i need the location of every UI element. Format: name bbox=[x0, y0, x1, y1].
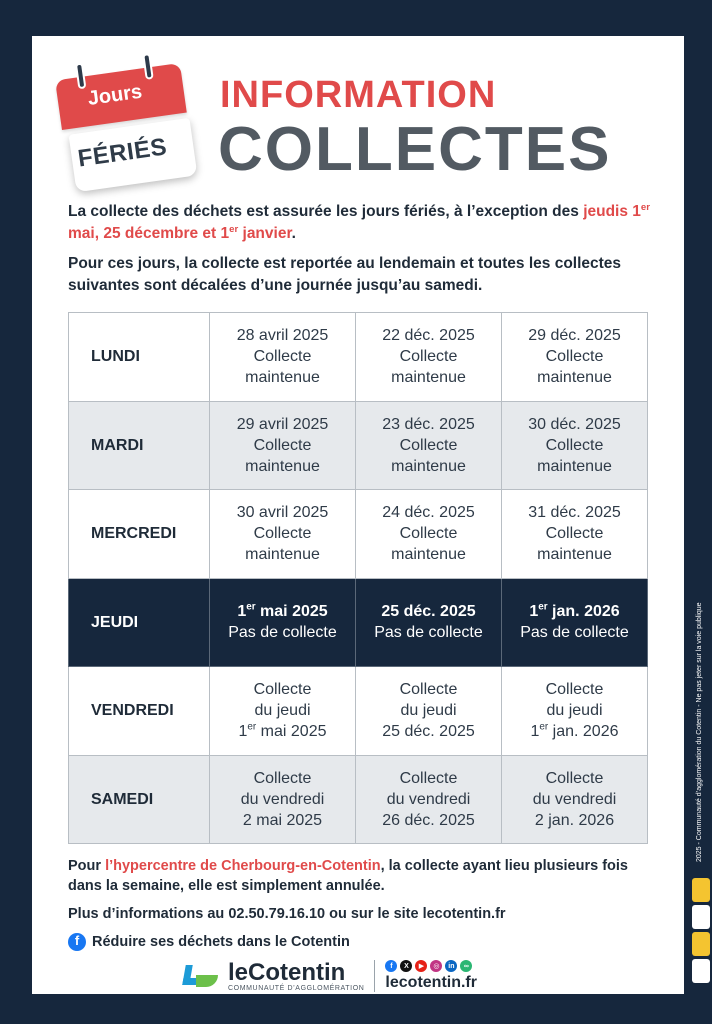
facebook-label: Réduire ses déchets dans le Cotentin bbox=[92, 934, 350, 950]
hypercentre-note: Pour l’hypercentre de Cherbourg-en-Cotentin, la collecte ayant lieu plusieurs fois dans la semaine, elle est simplement annulée. bbox=[68, 858, 628, 894]
day-mercredi: MERCREDI bbox=[69, 490, 210, 579]
table-cell: 22 déc. 2025 Collecte maintenue bbox=[356, 313, 502, 402]
table-cell: 29 avril 2025 Collecte maintenue bbox=[210, 401, 356, 490]
table-cell: 30 déc. 2025 Collecte maintenue bbox=[502, 401, 648, 490]
logo-right bbox=[385, 960, 477, 992]
logo-text bbox=[228, 958, 365, 992]
intro-paragraph-2: Pour ces jours, la collecte est reportée au lendemain et toutes les collectes suivantes sont décalées d’une journée jusqu’au samedi. bbox=[68, 255, 622, 294]
facebook-icon[interactable]: f bbox=[385, 960, 397, 972]
intro-paragraph-1: La collecte des déchets est assurée les jours fériés, à l’exception des jeudis 1er mai, 25 décembre et 1er janvier. bbox=[68, 201, 650, 242]
footer-text bbox=[68, 856, 648, 952]
table-cell: 1er mai 2025 Pas de collecte bbox=[210, 578, 356, 667]
table-row bbox=[69, 755, 648, 844]
calendar-bottom bbox=[69, 118, 198, 192]
calendar-icon bbox=[62, 76, 194, 188]
table-cell: Collecte du jeudi 1er mai 2025 bbox=[210, 667, 356, 756]
facebook-icon: f bbox=[68, 933, 86, 951]
badge-jours: Jours bbox=[86, 80, 144, 110]
day-lundi: LUNDI bbox=[69, 313, 210, 402]
day-jeudi: JEUDI bbox=[69, 578, 210, 667]
table-cell: 29 déc. 2025 Collecte maintenue bbox=[502, 313, 648, 402]
lecotentin-logo bbox=[182, 958, 532, 994]
lecotentin-logo-icon bbox=[182, 961, 222, 991]
intro-text bbox=[68, 201, 652, 305]
table-cell: 1er jan. 2026 Pas de collecte bbox=[502, 578, 648, 667]
facebook-link[interactable] bbox=[68, 932, 648, 952]
social-icons bbox=[385, 960, 477, 972]
table-cell: 25 déc. 2025 Pas de collecte bbox=[356, 578, 502, 667]
table-cell: 24 déc. 2025 Collecte maintenue bbox=[356, 490, 502, 579]
table-row bbox=[69, 667, 648, 756]
table-row bbox=[69, 313, 648, 402]
table-cell: 30 avril 2025 Collecte maintenue bbox=[210, 490, 356, 579]
website-link[interactable]: lecotentin.fr bbox=[385, 974, 477, 991]
table-cell: 23 déc. 2025 Collecte maintenue bbox=[356, 401, 502, 490]
x-icon[interactable]: X bbox=[400, 960, 412, 972]
day-samedi: SAMEDI bbox=[69, 755, 210, 844]
logo-divider bbox=[374, 960, 375, 992]
side-legal-note: 2025 - Communauté d’agglomération du Cotentin - Ne pas jeter sur la voie publique bbox=[696, 602, 703, 862]
title-collectes: COLLECTES bbox=[218, 115, 612, 184]
table-cell: Collecte du jeudi 1er jan. 2026 bbox=[502, 667, 648, 756]
recycling-badges bbox=[692, 878, 710, 986]
link-icon[interactable]: ∞ bbox=[460, 960, 472, 972]
badge-feries: FÉRIÉS bbox=[76, 133, 169, 173]
table-cell: 28 avril 2025 Collecte maintenue bbox=[210, 313, 356, 402]
collection-schedule-table bbox=[68, 312, 648, 844]
table-cell: Collecte du vendredi 2 jan. 2026 bbox=[502, 755, 648, 844]
instagram-icon[interactable]: ◎ bbox=[430, 960, 442, 972]
calendar-ring-right bbox=[142, 53, 154, 80]
day-mardi: MARDI bbox=[69, 401, 210, 490]
table-row-highlight bbox=[69, 578, 648, 667]
table-row bbox=[69, 401, 648, 490]
youtube-icon[interactable]: ▶ bbox=[415, 960, 427, 972]
logo-name: leCotentin bbox=[228, 958, 346, 986]
triman-icon bbox=[692, 878, 710, 902]
table-cell: Collecte du jeudi 25 déc. 2025 bbox=[356, 667, 502, 756]
table-cell: Collecte du vendredi 26 déc. 2025 bbox=[356, 755, 502, 844]
logo-subtitle: COMMUNAUTÉ D’AGGLOMÉRATION bbox=[228, 984, 365, 992]
title-information: INFORMATION bbox=[220, 74, 497, 116]
table-row bbox=[69, 490, 648, 579]
table-cell: Collecte du vendredi 2 mai 2025 bbox=[210, 755, 356, 844]
info-tri-icon bbox=[692, 905, 710, 929]
table-cell: 31 déc. 2025 Collecte maintenue bbox=[502, 490, 648, 579]
papier-icon bbox=[692, 932, 710, 956]
calendar-ring-left bbox=[75, 62, 87, 89]
contact-info: Plus d’informations au 02.50.79.16.10 ou sur le site lecotentin.fr bbox=[68, 906, 506, 922]
recycle-icon bbox=[692, 959, 710, 983]
day-vendredi: VENDREDI bbox=[69, 667, 210, 756]
flyer-sheet bbox=[32, 36, 684, 994]
linkedin-icon[interactable]: in bbox=[445, 960, 457, 972]
